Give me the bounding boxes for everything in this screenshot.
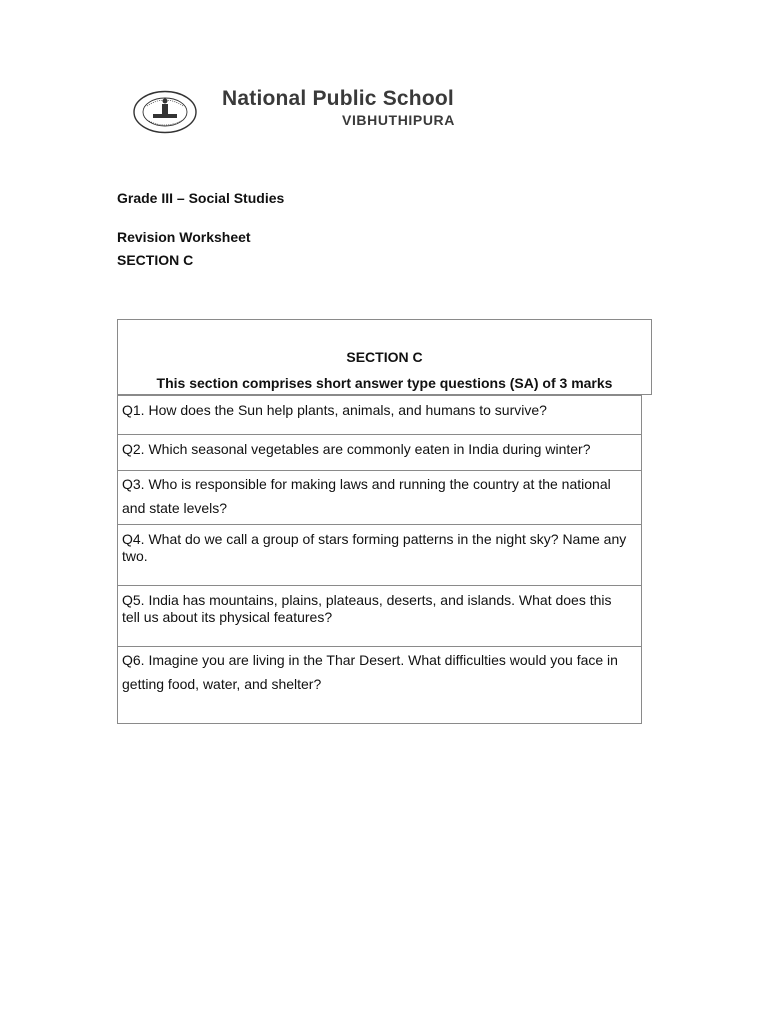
- question-row-2: Q2. Which seasonal vegetables are commonly eaten in India during winter?: [118, 434, 641, 470]
- school-name: National Public School: [222, 87, 454, 110]
- school-logo: [132, 90, 198, 134]
- question-row-6: Q6. Imagine you are living in the Thar Desert. What difficulties would you face in getting food, water, and shelter?: [118, 646, 641, 723]
- question-row-3: Q3. Who is responsible for making laws and running the country at the national and state levels?: [118, 470, 641, 524]
- question-row-4: Q4. What do we call a group of stars forming patterns in the night sky? Name any two.: [118, 524, 641, 585]
- grade-subject: Grade III – Social Studies: [117, 190, 285, 206]
- section-description: This section comprises short answer type questions (SA) of 3 marks: [156, 375, 613, 391]
- section-title: SECTION C: [346, 349, 423, 365]
- question-row-5: Q5. India has mountains, plains, plateaus, deserts, and islands. What does this tell us about its physical features?: [118, 585, 641, 646]
- section-label: SECTION C: [117, 252, 194, 268]
- questions-table: [117, 395, 642, 724]
- worksheet-title: Revision Worksheet: [117, 229, 251, 245]
- section-header-box: [117, 319, 652, 395]
- question-row-1: Q1. How does the Sun help plants, animals, and humans to survive?: [118, 395, 641, 434]
- school-location: VIBHUTHIPURA: [342, 112, 455, 128]
